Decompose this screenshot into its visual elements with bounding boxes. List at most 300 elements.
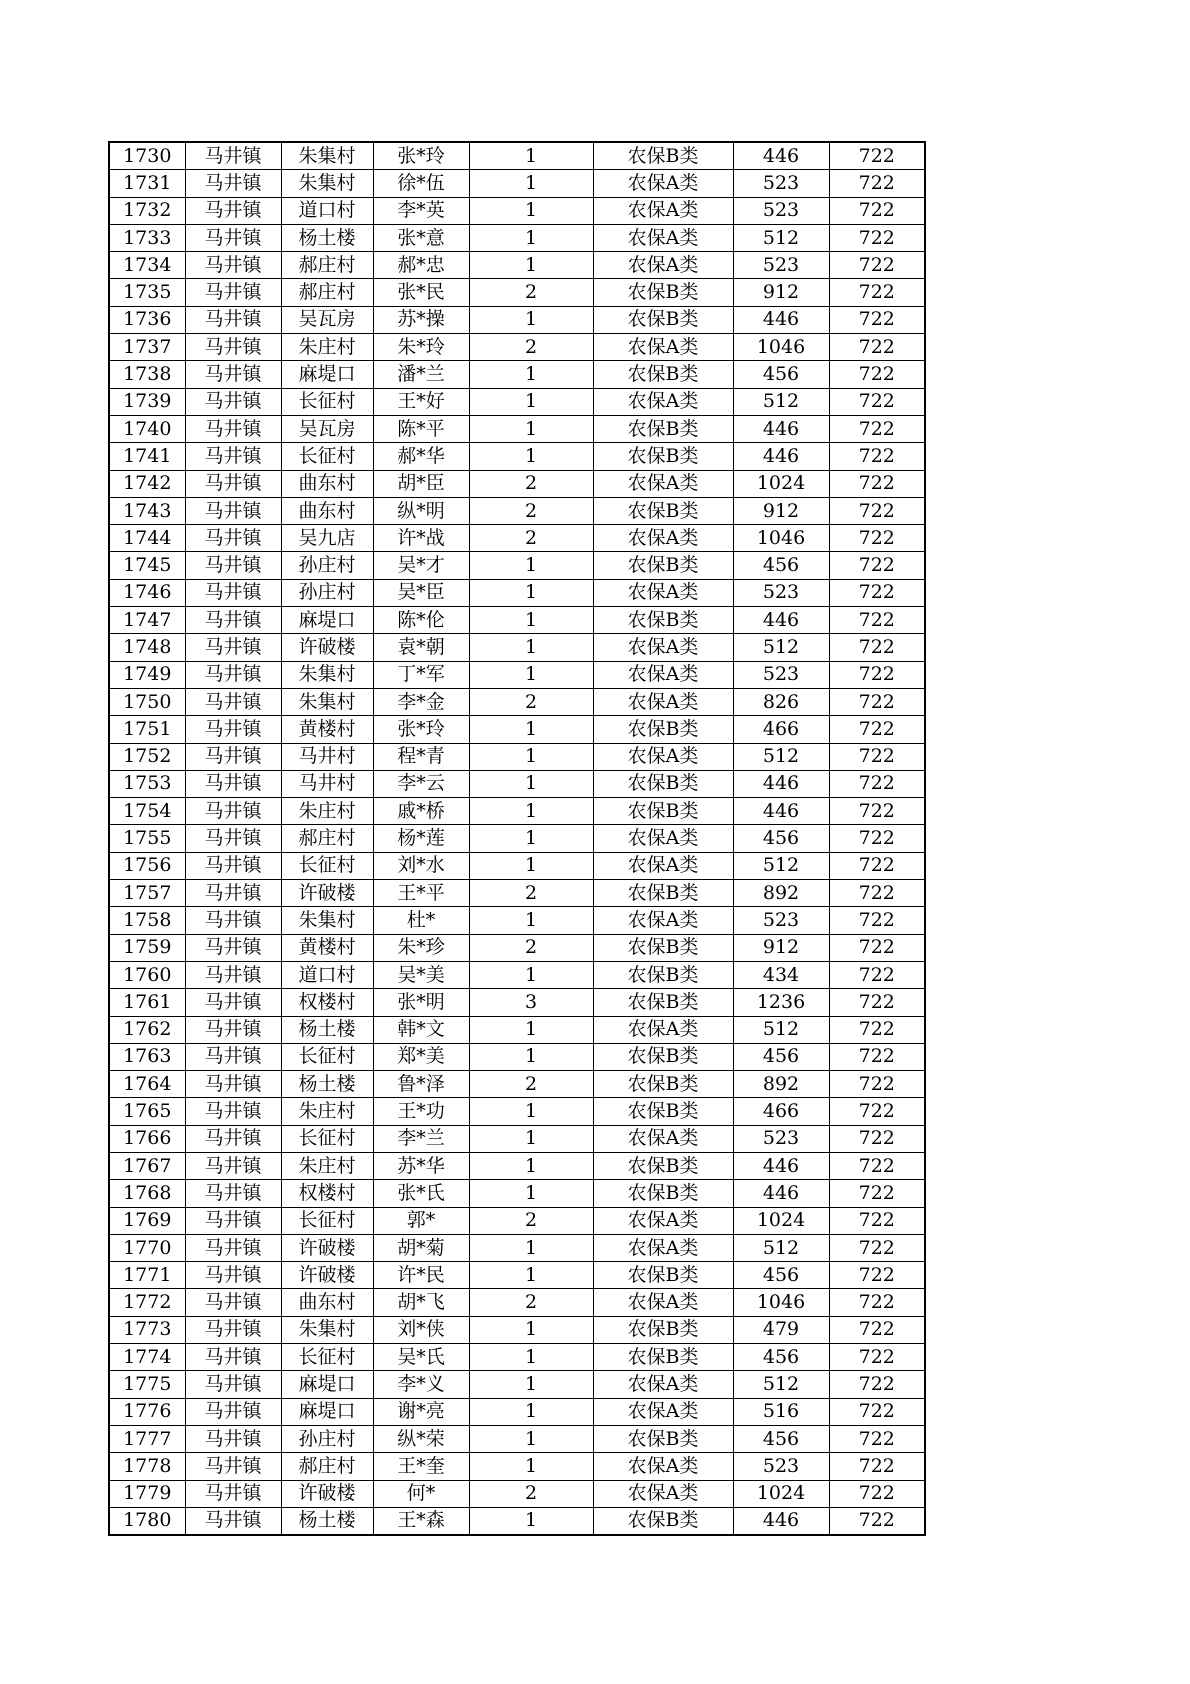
row-number-cell: 1771 xyxy=(109,1262,185,1289)
standard-cell: 722 xyxy=(829,1480,925,1507)
name-cell: 王*平 xyxy=(373,880,469,907)
name-cell: 张*玲 xyxy=(373,716,469,743)
table-row xyxy=(109,1289,925,1316)
amount-cell: 466 xyxy=(733,1098,829,1125)
row-number-cell: 1775 xyxy=(109,1371,185,1398)
category-cell: 农保B类 xyxy=(593,1262,733,1289)
village-cell: 郝庄村 xyxy=(281,825,373,852)
village-cell: 朱集村 xyxy=(281,142,373,170)
standard-cell: 722 xyxy=(829,1043,925,1070)
standard-cell: 722 xyxy=(829,252,925,279)
name-cell: 郭* xyxy=(373,1207,469,1234)
category-cell: 农保B类 xyxy=(593,716,733,743)
count-cell: 3 xyxy=(469,989,593,1016)
count-cell: 1 xyxy=(469,1371,593,1398)
name-cell: 王*好 xyxy=(373,388,469,415)
category-cell: 农保B类 xyxy=(593,1043,733,1070)
count-cell: 1 xyxy=(469,552,593,579)
table-row xyxy=(109,1344,925,1371)
table-row xyxy=(109,552,925,579)
category-cell: 农保B类 xyxy=(593,552,733,579)
row-number-cell: 1731 xyxy=(109,170,185,197)
category-cell: 农保B类 xyxy=(593,1180,733,1207)
town-cell: 马井镇 xyxy=(185,825,281,852)
table-row xyxy=(109,279,925,306)
table-row xyxy=(109,634,925,661)
category-cell: 农保B类 xyxy=(593,443,733,470)
name-cell: 朱*珍 xyxy=(373,934,469,961)
town-cell: 马井镇 xyxy=(185,470,281,497)
standard-cell: 722 xyxy=(829,1125,925,1152)
table-row xyxy=(109,470,925,497)
row-number-cell: 1740 xyxy=(109,415,185,442)
village-cell: 郝庄村 xyxy=(281,1453,373,1480)
table-row xyxy=(109,1371,925,1398)
amount-cell: 434 xyxy=(733,961,829,988)
village-cell: 权楼村 xyxy=(281,989,373,1016)
amount-cell: 523 xyxy=(733,1453,829,1480)
name-cell: 郝*忠 xyxy=(373,252,469,279)
count-cell: 1 xyxy=(469,1507,593,1535)
category-cell: 农保A类 xyxy=(593,224,733,251)
amount-cell: 512 xyxy=(733,634,829,661)
count-cell: 1 xyxy=(469,1262,593,1289)
table-body xyxy=(109,142,925,1535)
row-number-cell: 1754 xyxy=(109,798,185,825)
row-number-cell: 1766 xyxy=(109,1125,185,1152)
amount-cell: 446 xyxy=(733,607,829,634)
table-row xyxy=(109,170,925,197)
town-cell: 马井镇 xyxy=(185,1043,281,1070)
table-row xyxy=(109,1398,925,1425)
amount-cell: 446 xyxy=(733,306,829,333)
name-cell: 苏*华 xyxy=(373,1152,469,1179)
row-number-cell: 1730 xyxy=(109,142,185,170)
amount-cell: 523 xyxy=(733,661,829,688)
town-cell: 马井镇 xyxy=(185,388,281,415)
table-row xyxy=(109,525,925,552)
amount-cell: 512 xyxy=(733,852,829,879)
name-cell: 吴*氏 xyxy=(373,1344,469,1371)
name-cell: 袁*朝 xyxy=(373,634,469,661)
table-row xyxy=(109,743,925,770)
table-row xyxy=(109,142,925,170)
amount-cell: 456 xyxy=(733,1344,829,1371)
amount-cell: 1024 xyxy=(733,470,829,497)
amount-cell: 1046 xyxy=(733,525,829,552)
table-row xyxy=(109,1180,925,1207)
count-cell: 1 xyxy=(469,716,593,743)
name-cell: 刘*水 xyxy=(373,852,469,879)
count-cell: 1 xyxy=(469,224,593,251)
category-cell: 农保B类 xyxy=(593,607,733,634)
count-cell: 2 xyxy=(469,934,593,961)
name-cell: 胡*飞 xyxy=(373,1289,469,1316)
count-cell: 1 xyxy=(469,197,593,224)
standard-cell: 722 xyxy=(829,1425,925,1452)
name-cell: 吴*臣 xyxy=(373,579,469,606)
name-cell: 纵*明 xyxy=(373,497,469,524)
town-cell: 马井镇 xyxy=(185,1152,281,1179)
count-cell: 1 xyxy=(469,579,593,606)
table-row xyxy=(109,716,925,743)
standard-cell: 722 xyxy=(829,388,925,415)
name-cell: 杜* xyxy=(373,907,469,934)
village-cell: 孙庄村 xyxy=(281,579,373,606)
town-cell: 马井镇 xyxy=(185,279,281,306)
row-number-cell: 1760 xyxy=(109,961,185,988)
amount-cell: 892 xyxy=(733,1071,829,1098)
count-cell: 2 xyxy=(469,1207,593,1234)
amount-cell: 523 xyxy=(733,579,829,606)
row-number-cell: 1734 xyxy=(109,252,185,279)
table-row xyxy=(109,497,925,524)
village-cell: 吴瓦房 xyxy=(281,415,373,442)
name-cell: 李*金 xyxy=(373,688,469,715)
row-number-cell: 1755 xyxy=(109,825,185,852)
category-cell: 农保B类 xyxy=(593,1152,733,1179)
standard-cell: 722 xyxy=(829,306,925,333)
town-cell: 马井镇 xyxy=(185,1371,281,1398)
row-number-cell: 1738 xyxy=(109,361,185,388)
row-number-cell: 1763 xyxy=(109,1043,185,1070)
amount-cell: 523 xyxy=(733,1125,829,1152)
category-cell: 农保B类 xyxy=(593,497,733,524)
row-number-cell: 1757 xyxy=(109,880,185,907)
name-cell: 程*青 xyxy=(373,743,469,770)
town-cell: 马井镇 xyxy=(185,880,281,907)
table-row xyxy=(109,1043,925,1070)
category-cell: 农保A类 xyxy=(593,197,733,224)
table-row xyxy=(109,1316,925,1343)
table-row xyxy=(109,961,925,988)
category-cell: 农保A类 xyxy=(593,1016,733,1043)
row-number-cell: 1773 xyxy=(109,1316,185,1343)
amount-cell: 512 xyxy=(733,743,829,770)
amount-cell: 456 xyxy=(733,1043,829,1070)
table-row xyxy=(109,1453,925,1480)
town-cell: 马井镇 xyxy=(185,688,281,715)
table-row xyxy=(109,880,925,907)
count-cell: 1 xyxy=(469,1098,593,1125)
category-cell: 农保A类 xyxy=(593,907,733,934)
standard-cell: 722 xyxy=(829,1398,925,1425)
count-cell: 1 xyxy=(469,415,593,442)
row-number-cell: 1748 xyxy=(109,634,185,661)
town-cell: 马井镇 xyxy=(185,579,281,606)
amount-cell: 523 xyxy=(733,197,829,224)
standard-cell: 722 xyxy=(829,1207,925,1234)
table-row xyxy=(109,661,925,688)
amount-cell: 523 xyxy=(733,907,829,934)
category-cell: 农保A类 xyxy=(593,1125,733,1152)
row-number-cell: 1759 xyxy=(109,934,185,961)
amount-cell: 512 xyxy=(733,1371,829,1398)
category-cell: 农保B类 xyxy=(593,961,733,988)
town-cell: 马井镇 xyxy=(185,1480,281,1507)
amount-cell: 892 xyxy=(733,880,829,907)
village-cell: 郝庄村 xyxy=(281,252,373,279)
standard-cell: 722 xyxy=(829,334,925,361)
table-row xyxy=(109,306,925,333)
village-cell: 马井村 xyxy=(281,770,373,797)
town-cell: 马井镇 xyxy=(185,415,281,442)
amount-cell: 456 xyxy=(733,361,829,388)
category-cell: 农保A类 xyxy=(593,743,733,770)
category-cell: 农保B类 xyxy=(593,989,733,1016)
amount-cell: 512 xyxy=(733,1234,829,1261)
name-cell: 吴*才 xyxy=(373,552,469,579)
category-cell: 农保A类 xyxy=(593,470,733,497)
village-cell: 马井村 xyxy=(281,743,373,770)
category-cell: 农保B类 xyxy=(593,934,733,961)
row-number-cell: 1744 xyxy=(109,525,185,552)
amount-cell: 523 xyxy=(733,170,829,197)
row-number-cell: 1761 xyxy=(109,989,185,1016)
name-cell: 郝*华 xyxy=(373,443,469,470)
row-number-cell: 1733 xyxy=(109,224,185,251)
town-cell: 马井镇 xyxy=(185,197,281,224)
table-row xyxy=(109,989,925,1016)
village-cell: 朱集村 xyxy=(281,907,373,934)
amount-cell: 479 xyxy=(733,1316,829,1343)
category-cell: 农保A类 xyxy=(593,1234,733,1261)
count-cell: 2 xyxy=(469,279,593,306)
table-row xyxy=(109,197,925,224)
standard-cell: 722 xyxy=(829,852,925,879)
town-cell: 马井镇 xyxy=(185,1234,281,1261)
row-number-cell: 1762 xyxy=(109,1016,185,1043)
count-cell: 1 xyxy=(469,1453,593,1480)
town-cell: 马井镇 xyxy=(185,1344,281,1371)
table-row xyxy=(109,252,925,279)
table-row xyxy=(109,1480,925,1507)
row-number-cell: 1776 xyxy=(109,1398,185,1425)
village-cell: 许破楼 xyxy=(281,634,373,661)
category-cell: 农保A类 xyxy=(593,1453,733,1480)
standard-cell: 722 xyxy=(829,224,925,251)
count-cell: 2 xyxy=(469,1289,593,1316)
amount-cell: 446 xyxy=(733,415,829,442)
town-cell: 马井镇 xyxy=(185,1289,281,1316)
town-cell: 马井镇 xyxy=(185,142,281,170)
village-cell: 朱庄村 xyxy=(281,334,373,361)
village-cell: 朱集村 xyxy=(281,661,373,688)
town-cell: 马井镇 xyxy=(185,334,281,361)
table-row xyxy=(109,1016,925,1043)
name-cell: 陈*伦 xyxy=(373,607,469,634)
amount-cell: 512 xyxy=(733,1016,829,1043)
amount-cell: 456 xyxy=(733,552,829,579)
count-cell: 1 xyxy=(469,798,593,825)
count-cell: 2 xyxy=(469,525,593,552)
row-number-cell: 1778 xyxy=(109,1453,185,1480)
table-row xyxy=(109,579,925,606)
town-cell: 马井镇 xyxy=(185,552,281,579)
standard-cell: 722 xyxy=(829,798,925,825)
amount-cell: 1046 xyxy=(733,1289,829,1316)
village-cell: 道口村 xyxy=(281,961,373,988)
count-cell: 1 xyxy=(469,306,593,333)
village-cell: 曲东村 xyxy=(281,1289,373,1316)
row-number-cell: 1735 xyxy=(109,279,185,306)
category-cell: 农保B类 xyxy=(593,361,733,388)
name-cell: 徐*伍 xyxy=(373,170,469,197)
table-row xyxy=(109,607,925,634)
table-row xyxy=(109,224,925,251)
count-cell: 1 xyxy=(469,388,593,415)
row-number-cell: 1765 xyxy=(109,1098,185,1125)
category-cell: 农保A类 xyxy=(593,688,733,715)
row-number-cell: 1774 xyxy=(109,1344,185,1371)
standard-cell: 722 xyxy=(829,1016,925,1043)
count-cell: 1 xyxy=(469,1125,593,1152)
amount-cell: 456 xyxy=(733,1425,829,1452)
category-cell: 农保A类 xyxy=(593,1371,733,1398)
row-number-cell: 1745 xyxy=(109,552,185,579)
category-cell: 农保B类 xyxy=(593,142,733,170)
count-cell: 1 xyxy=(469,1043,593,1070)
town-cell: 马井镇 xyxy=(185,1262,281,1289)
standard-cell: 722 xyxy=(829,1289,925,1316)
standard-cell: 722 xyxy=(829,497,925,524)
amount-cell: 446 xyxy=(733,1180,829,1207)
amount-cell: 446 xyxy=(733,142,829,170)
name-cell: 胡*臣 xyxy=(373,470,469,497)
village-cell: 黄楼村 xyxy=(281,934,373,961)
village-cell: 麻堤口 xyxy=(281,1371,373,1398)
standard-cell: 722 xyxy=(829,170,925,197)
standard-cell: 722 xyxy=(829,279,925,306)
standard-cell: 722 xyxy=(829,607,925,634)
category-cell: 农保B类 xyxy=(593,770,733,797)
category-cell: 农保A类 xyxy=(593,579,733,606)
amount-cell: 446 xyxy=(733,798,829,825)
standard-cell: 722 xyxy=(829,552,925,579)
name-cell: 朱*玲 xyxy=(373,334,469,361)
standard-cell: 722 xyxy=(829,142,925,170)
count-cell: 1 xyxy=(469,443,593,470)
name-cell: 苏*操 xyxy=(373,306,469,333)
village-cell: 长征村 xyxy=(281,1043,373,1070)
village-cell: 权楼村 xyxy=(281,1180,373,1207)
village-cell: 朱集村 xyxy=(281,170,373,197)
count-cell: 1 xyxy=(469,1344,593,1371)
category-cell: 农保A类 xyxy=(593,170,733,197)
category-cell: 农保B类 xyxy=(593,1425,733,1452)
town-cell: 马井镇 xyxy=(185,989,281,1016)
village-cell: 朱庄村 xyxy=(281,1098,373,1125)
count-cell: 1 xyxy=(469,770,593,797)
standard-cell: 722 xyxy=(829,470,925,497)
name-cell: 纵*荣 xyxy=(373,1425,469,1452)
village-cell: 许破楼 xyxy=(281,1262,373,1289)
row-number-cell: 1753 xyxy=(109,770,185,797)
category-cell: 农保B类 xyxy=(593,279,733,306)
town-cell: 马井镇 xyxy=(185,661,281,688)
category-cell: 农保A类 xyxy=(593,852,733,879)
table-row xyxy=(109,1234,925,1261)
standard-cell: 722 xyxy=(829,197,925,224)
amount-cell: 1024 xyxy=(733,1207,829,1234)
town-cell: 马井镇 xyxy=(185,1071,281,1098)
table-row xyxy=(109,934,925,961)
category-cell: 农保A类 xyxy=(593,252,733,279)
name-cell: 胡*菊 xyxy=(373,1234,469,1261)
town-cell: 马井镇 xyxy=(185,497,281,524)
name-cell: 张*明 xyxy=(373,989,469,1016)
data-table xyxy=(108,141,926,1536)
name-cell: 杨*莲 xyxy=(373,825,469,852)
amount-cell: 1046 xyxy=(733,334,829,361)
table-row xyxy=(109,1262,925,1289)
amount-cell: 512 xyxy=(733,224,829,251)
name-cell: 何* xyxy=(373,1480,469,1507)
amount-cell: 512 xyxy=(733,388,829,415)
count-cell: 2 xyxy=(469,1480,593,1507)
village-cell: 朱庄村 xyxy=(281,1152,373,1179)
standard-cell: 722 xyxy=(829,961,925,988)
standard-cell: 722 xyxy=(829,1262,925,1289)
town-cell: 马井镇 xyxy=(185,961,281,988)
village-cell: 麻堤口 xyxy=(281,361,373,388)
standard-cell: 722 xyxy=(829,688,925,715)
table-row xyxy=(109,1152,925,1179)
amount-cell: 912 xyxy=(733,934,829,961)
standard-cell: 722 xyxy=(829,579,925,606)
amount-cell: 446 xyxy=(733,770,829,797)
count-cell: 1 xyxy=(469,607,593,634)
amount-cell: 826 xyxy=(733,688,829,715)
standard-cell: 722 xyxy=(829,1152,925,1179)
category-cell: 农保A类 xyxy=(593,1289,733,1316)
town-cell: 马井镇 xyxy=(185,224,281,251)
table-row xyxy=(109,825,925,852)
town-cell: 马井镇 xyxy=(185,1507,281,1535)
table-row xyxy=(109,688,925,715)
standard-cell: 722 xyxy=(829,525,925,552)
standard-cell: 722 xyxy=(829,361,925,388)
village-cell: 长征村 xyxy=(281,1125,373,1152)
village-cell: 长征村 xyxy=(281,852,373,879)
name-cell: 刘*侠 xyxy=(373,1316,469,1343)
village-cell: 麻堤口 xyxy=(281,1398,373,1425)
town-cell: 马井镇 xyxy=(185,443,281,470)
table-row xyxy=(109,443,925,470)
category-cell: 农保A类 xyxy=(593,1398,733,1425)
row-number-cell: 1750 xyxy=(109,688,185,715)
name-cell: 韩*文 xyxy=(373,1016,469,1043)
row-number-cell: 1739 xyxy=(109,388,185,415)
row-number-cell: 1741 xyxy=(109,443,185,470)
category-cell: 农保B类 xyxy=(593,415,733,442)
count-cell: 2 xyxy=(469,1071,593,1098)
town-cell: 马井镇 xyxy=(185,770,281,797)
category-cell: 农保B类 xyxy=(593,1316,733,1343)
count-cell: 2 xyxy=(469,334,593,361)
standard-cell: 722 xyxy=(829,1453,925,1480)
name-cell: 郑*美 xyxy=(373,1043,469,1070)
town-cell: 马井镇 xyxy=(185,361,281,388)
town-cell: 马井镇 xyxy=(185,907,281,934)
name-cell: 王*奎 xyxy=(373,1453,469,1480)
village-cell: 朱集村 xyxy=(281,1316,373,1343)
category-cell: 农保B类 xyxy=(593,1071,733,1098)
row-number-cell: 1736 xyxy=(109,306,185,333)
count-cell: 1 xyxy=(469,252,593,279)
category-cell: 农保B类 xyxy=(593,306,733,333)
village-cell: 曲东村 xyxy=(281,470,373,497)
